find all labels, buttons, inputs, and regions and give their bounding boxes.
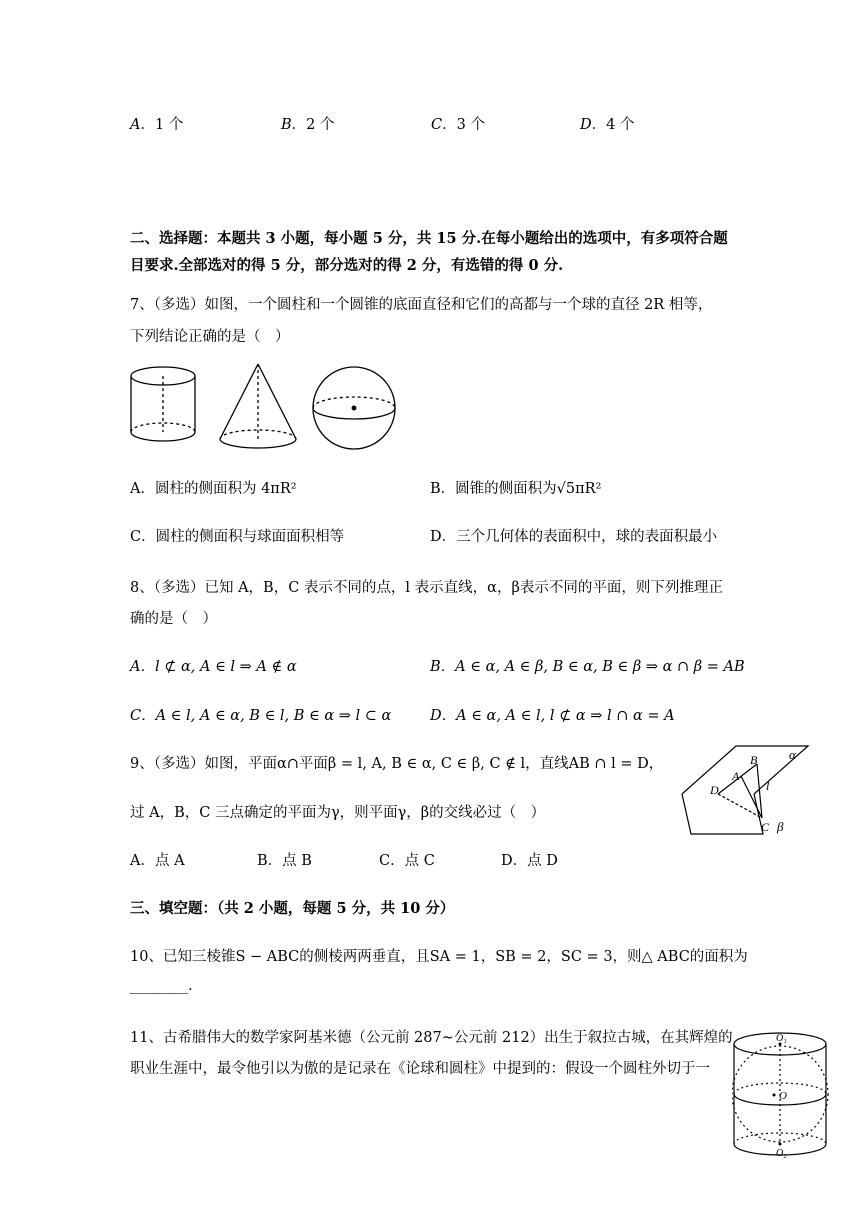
q7-stem-line1: 7、（多选）如图，一个圆柱和一个圆锥的底面直径和它们的高都与一个球的直径 2R 相等， [130,297,713,313]
q10-answer-blank: ________. [130,978,193,994]
q8-option-c: C．A ∈ l, A ∈ α, B ∈ l, B ∈ α ⇒ l ⊂ α [130,708,392,724]
q9-option-d: D．点 D [501,853,558,869]
cylinder-shape [131,367,195,441]
label-o1: O₁ [776,1033,787,1044]
section2-heading-line1: 二、选择题：本题共 3 小题，每小题 5 分，共 15 分.在每小题给出的选项中，有多项符合题 [130,230,728,247]
q7-option-d: D．三个几何体的表面积中，球的表面积最小 [430,529,718,545]
label-l: l [766,779,770,793]
label-beta: β [777,819,784,834]
q11-sphere-in-cylinder-figure [732,1030,832,1160]
q9-option-a: A．点 A [130,853,185,869]
label-o2: O₂ [776,1148,787,1159]
label-b: B [750,753,758,767]
q10-stem-line1: 10、已知三棱锥S − ABC的侧棱两两垂直，且SA = 1，SB = 2，SC = 3，则△ ABC的面积为 [130,949,748,965]
label-d: D [710,783,719,797]
q6-option-d: D．4 个 [580,117,635,133]
q9-option-c: C．点 C [379,853,435,869]
label-o: O [779,1090,787,1102]
section2-heading-line2: 目要求.全部选对的得 5 分，部分选对的得 2 分，有选错的得 0 分. [130,257,564,274]
q7-stem-line2: 下列结论正确的是（ ） [130,329,290,345]
sphere-shape [313,367,395,449]
q7-option-c: C．圆柱的侧面积与球面面积相等 [130,529,345,545]
q9-stem-line1: 9、（多选）如图，平面α∩平面β = l, A, B ∈ α, C ∈ β, C ∉ l，直线AB ∩ l = D， [130,756,664,772]
label-a: A [732,769,740,783]
section3-heading: 三、填空题：（共 2 小题，每题 5 分，共 10 分） [130,900,455,917]
q7-option-b: B．圆锥的侧面积为√5πR² [430,481,602,497]
q6-option-b: B．2 个 [281,117,335,133]
q6-option-c: C．3 个 [431,117,485,133]
q9-option-b: B．点 B [257,853,312,869]
plane-beta-shape [682,794,763,834]
q8-option-a: A．l ⊄ α, A ∈ l ⇒ A ∉ α [130,659,297,675]
q8-option-d: D．A ∈ α, A ∈ l, l ⊄ α ⇒ l ∩ α = A [430,708,675,724]
q8-stem-line1: 8、（多选）已知 A，B，C 表示不同的点，l 表示直线，α，β表示不同的平面，则下列推理正 [130,580,723,596]
q7-option-a: A．圆柱的侧面积为 4πR² [130,481,297,497]
q8-option-b: B．A ∈ α, A ∈ β, B ∈ α, B ∈ β ⇒ α ∩ β = AB [430,659,745,675]
q11-stem-line2: 职业生涯中，最令他引以为傲的是记录在《论球和圆柱》中提到的：假设一个圆柱外切于一 [130,1061,710,1077]
q6-option-a: A．1 个 [130,117,184,133]
q8-stem-line2: 确的是（ ） [130,611,217,627]
q11-stem-line1: 11、古希腊伟大的数学家阿基米德（公元前 287~公元前 212）出生于叙拉古城，在其辉煌的 [130,1030,733,1046]
label-c: C [761,820,770,834]
cone-shape [220,364,296,448]
q9-planes-figure [678,742,813,838]
q9-stem-line2: 过 A，B，C 三点确定的平面为γ，则平面γ，β的交线必过（ ） [130,805,546,821]
q7-solids-figure [125,360,405,456]
label-alpha: α [789,747,796,762]
